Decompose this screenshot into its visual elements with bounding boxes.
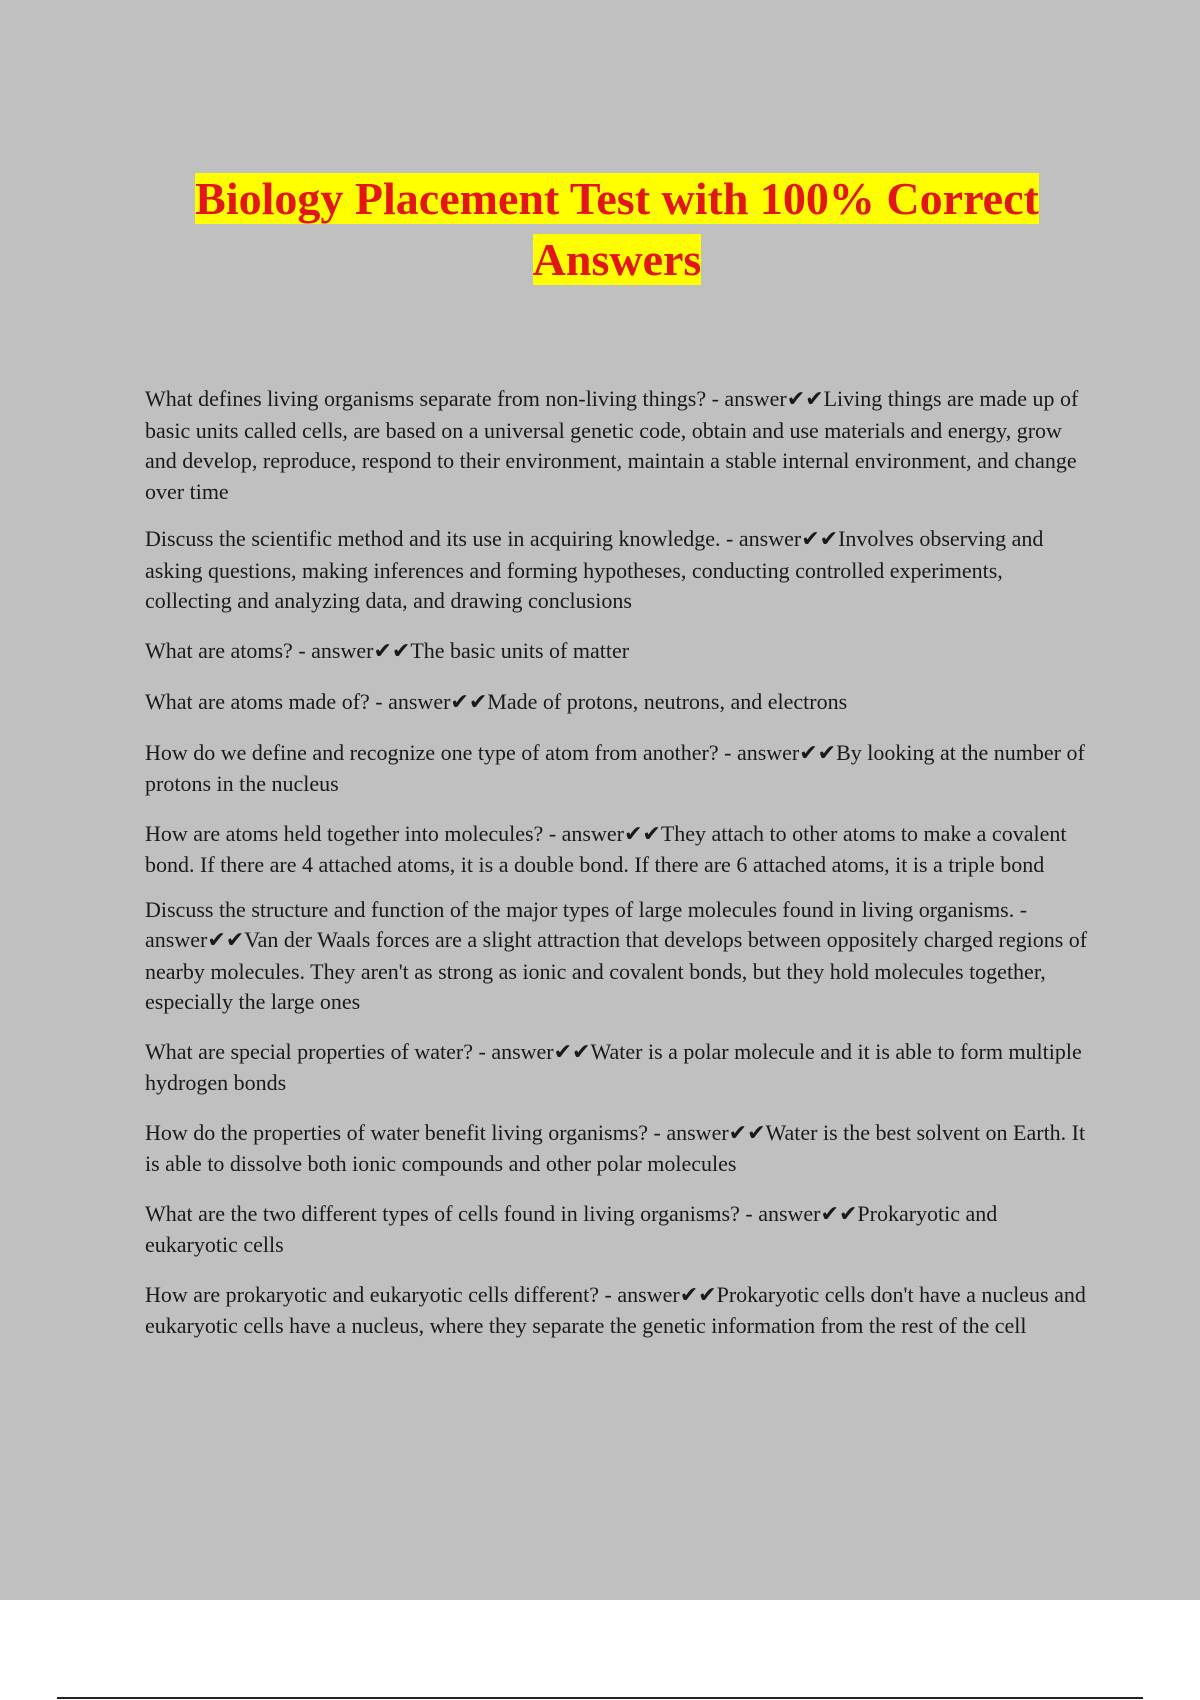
double-check-icon: ✔✔ [450,690,488,715]
qa-item [145,636,1095,668]
document-title [0,168,1200,290]
answer-text: Prokaryotic cells don't have a nucleus and eukaryotic cells have a nucleus, where they separate the genetic information from the rest of the cell [145,1281,1086,1338]
qa-item [145,1118,1095,1180]
qa-item [145,1037,1095,1099]
answer-text: Made of protons, neutrons, and electrons [487,689,848,714]
double-check-icon: ✔✔ [553,1039,591,1065]
answer-text: By looking at the number of protons in the nucleus [145,739,1085,796]
question-text: How are prokaryotic and eukaryotic cells different? - answer [145,1281,680,1307]
double-check-icon: ✔✔ [786,387,824,412]
question-text: Discuss the structure and function of the major types of large molecules found in living organisms. - answer [145,896,1028,952]
double-check-icon: ✔✔ [373,638,411,664]
answer-text: Prokaryotic and eukaryotic cells [145,1200,998,1257]
qa-item [145,1280,1095,1342]
qa-list [145,384,1095,1342]
answer-text: They attach to other atoms to make a covalent bond. If there are 4 attached atoms, it is a double bond. If there are 6 attached atoms, it is a triple bond [145,820,1067,877]
question-text: What are special properties of water? - answer [145,1038,554,1064]
question-text: How do we define and recognize one type of atom from another? - answer [145,739,800,765]
answer-text: Involves observing and asking questions, making inferences and forming hypotheses, conducting controlled experiments, collecting and analyzing data, and drawing conclusions [145,526,1044,613]
qa-item [145,1199,1095,1261]
answer-text: Water is a polar molecule and it is able to form multiple hydrogen bonds [145,1038,1082,1095]
question-text: What are atoms? - answer [145,637,374,663]
question-text: How are atoms held together into molecules? - answer [145,820,624,846]
double-check-icon: ✔✔ [820,1201,858,1227]
title-line-1: Biology Placement Test with 100% Correct [195,173,1039,224]
qa-item [145,738,1095,800]
qa-item [145,524,1095,617]
double-check-icon: ✔✔ [728,1120,766,1146]
double-check-icon: ✔✔ [623,821,661,847]
double-check-icon: ✔✔ [679,1282,717,1308]
question-text: Discuss the scientific method and its use in acquiring knowledge. - answer [145,526,802,551]
answer-text: Living things are made up of basic units called cells, are based on a universal genetic code, obtain and use materials and energy, grow and develop, reproduce, respond to their environment, maintain a stable internal environment, and change over time [145,386,1079,504]
qa-item [145,384,1095,507]
qa-item [145,819,1095,881]
double-check-icon: ✔✔ [799,740,837,766]
question-text: What are the two different types of cells found in living organisms? - answer [145,1200,821,1226]
qa-item [145,895,1095,1018]
answer-text: Water is the best solvent on Earth. It is able to dissolve both ionic compounds and other polar molecules [145,1119,1086,1176]
answer-text: The basic units of matter [410,637,630,663]
footer-divider [57,1697,1143,1699]
double-check-icon: ✔✔ [801,527,839,552]
double-check-icon: ✔✔ [207,928,245,953]
question-text: What defines living organisms separate from non-living things? - answer [145,386,787,411]
title-line-2: Answers [532,234,702,285]
qa-item [145,687,1095,719]
answer-text: Van der Waals forces are a slight attraction that develops between oppositely charged regions of nearby molecules. They aren't as strong as ionic and covalent bonds, but they hold molecules together, especially the large ones [145,927,1088,1014]
question-text: What are atoms made of? - answer [145,689,451,714]
question-text: How do the properties of water benefit living organisms? - answer [145,1119,729,1145]
